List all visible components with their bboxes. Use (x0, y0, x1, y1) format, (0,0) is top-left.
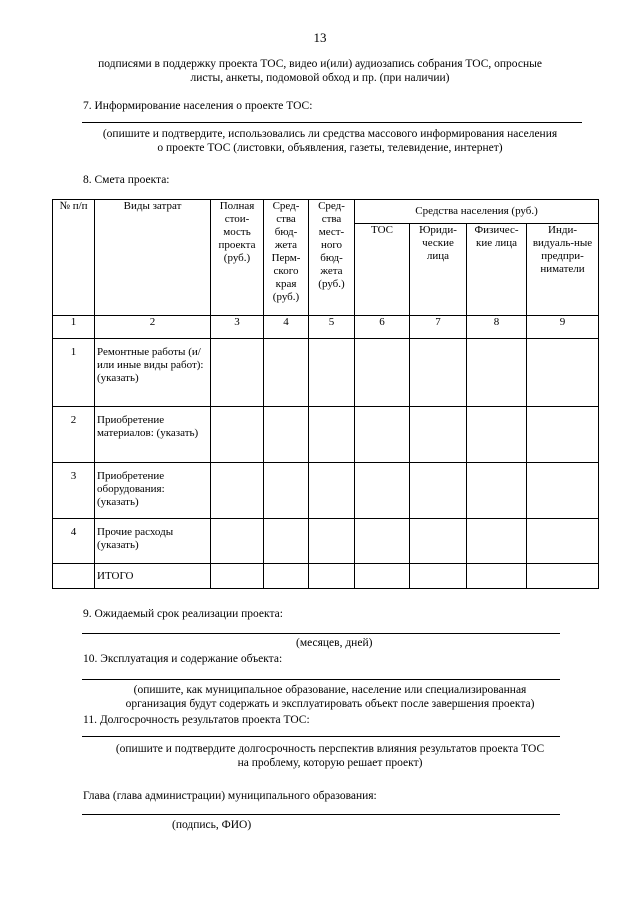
estimate-table (52, 199, 599, 589)
column-number: 5 (309, 316, 355, 339)
section7-title: 7. Информирование населения о проекте ТОС: (83, 100, 313, 112)
cell-regional[interactable] (264, 519, 309, 564)
section10-hint-line-1: (опишите, как муниципальное образование, население или специализированная (133, 684, 527, 696)
signature-title: Глава (глава администрации) муниципального образования: (83, 790, 377, 802)
header-legal: Юриди-ческие лица (410, 224, 467, 316)
row-number (53, 564, 95, 589)
cell-physical[interactable] (467, 519, 527, 564)
cell-total[interactable] (211, 463, 264, 519)
table-row (53, 463, 599, 519)
header-tos: ТОС (355, 224, 410, 316)
section9-hint: (месяцев, дней) (296, 637, 373, 649)
table-row (53, 519, 599, 564)
section8-title: 8. Смета проекта: (83, 174, 170, 186)
cell-local[interactable] (309, 463, 355, 519)
cell-total[interactable] (211, 519, 264, 564)
header-physical: Физичес-кие лица (467, 224, 527, 316)
cell-regional[interactable] (264, 407, 309, 463)
column-number-row (53, 316, 599, 339)
cell-entrepreneurs[interactable] (527, 519, 599, 564)
cell-legal[interactable] (410, 407, 467, 463)
section11-hint-line-1: (опишите и подтвердите долгосрочность перспектив влияния результатов проекта ТОС (115, 743, 545, 755)
cell-regional[interactable] (264, 339, 309, 407)
cell-tos[interactable] (355, 564, 410, 589)
section10-title: 10. Эксплуатация и содержание объекта: (83, 653, 283, 665)
section11-input-line[interactable] (82, 736, 560, 737)
cell-entrepreneurs[interactable] (527, 339, 599, 407)
intro-line-1: подписями в поддержку проекта ТОС, видео и(или) аудиозапись собрания ТОС, опросные (98, 58, 542, 70)
header-total: Полная стои-мость проекта (руб.) (211, 200, 264, 316)
section10-hint-line-2: организация будут содержать и эксплуатировать объект после завершения проекта) (125, 698, 535, 711)
section11-title: 11. Долгосрочность результатов проекта ТОС: (83, 714, 310, 726)
row-label: Приобретение оборудования: (указать) (95, 463, 211, 519)
cell-regional[interactable] (264, 564, 309, 589)
signature-hint: (подпись, ФИО) (172, 819, 252, 831)
cell-total[interactable] (211, 564, 264, 589)
section7-hint (60, 127, 600, 156)
cell-total[interactable] (211, 407, 264, 463)
cell-entrepreneurs[interactable] (527, 463, 599, 519)
intro-line-2: листы, анкеты, подомовой обход и пр. (при наличии) (190, 72, 450, 85)
row-number: 4 (53, 519, 95, 564)
cell-regional[interactable] (264, 463, 309, 519)
column-number: 3 (211, 316, 264, 339)
section9-input-line[interactable] (82, 633, 560, 634)
page-number: 13 (313, 30, 327, 45)
column-number: 2 (95, 316, 211, 339)
column-number: 6 (355, 316, 410, 339)
column-number: 7 (410, 316, 467, 339)
section11-hint (60, 742, 600, 771)
cell-local[interactable] (309, 407, 355, 463)
cell-tos[interactable] (355, 407, 410, 463)
header-regional-budget: Сред-ства бюд-жета Перм-ского края (руб.) (264, 200, 309, 316)
header-kind: Виды затрат (95, 200, 211, 316)
cell-physical[interactable] (467, 564, 527, 589)
row-number: 3 (53, 463, 95, 519)
cell-legal[interactable] (410, 463, 467, 519)
header-population-funds: Средства населения (руб.) (355, 200, 599, 224)
section7-hint-line-1: (опишите и подтвердите, использовались ли средства массового информирования населения (102, 128, 558, 140)
column-number: 1 (53, 316, 95, 339)
total-row (53, 564, 599, 589)
cell-physical[interactable] (467, 407, 527, 463)
header-local-budget: Сред-ства мест-ного бюд-жета (руб.) (309, 200, 355, 316)
header-entrepreneurs: Инди-видуаль-ные предпри-ниматели (527, 224, 599, 316)
row-number: 2 (53, 407, 95, 463)
column-number: 8 (467, 316, 527, 339)
total-label: ИТОГО (95, 564, 211, 589)
signature-input-line[interactable] (82, 814, 560, 815)
column-number: 9 (527, 316, 599, 339)
cell-total[interactable] (211, 339, 264, 407)
section7-hint-line-2: о проекте ТОС (листовки, объявления, газеты, телевидение, интернет) (157, 142, 503, 155)
section10-hint (60, 683, 600, 712)
row-label: Ремонтные работы (и/или иные виды работ): (указать) (95, 339, 211, 407)
cell-tos[interactable] (355, 339, 410, 407)
column-number: 4 (264, 316, 309, 339)
section10-input-line[interactable] (82, 679, 560, 680)
cell-entrepreneurs[interactable] (527, 407, 599, 463)
cell-physical[interactable] (467, 339, 527, 407)
row-label: Прочие расходы (указать) (95, 519, 211, 564)
row-number: 1 (53, 339, 95, 407)
cell-legal[interactable] (410, 519, 467, 564)
cell-physical[interactable] (467, 463, 527, 519)
cell-local[interactable] (309, 519, 355, 564)
row-label: Приобретение материалов: (указать) (95, 407, 211, 463)
cell-local[interactable] (309, 564, 355, 589)
header-no: № п/п (53, 200, 95, 316)
cell-legal[interactable] (410, 564, 467, 589)
section11-hint-line-2: на проблему, которую решает проект) (237, 757, 423, 770)
cell-entrepreneurs[interactable] (527, 564, 599, 589)
cell-local[interactable] (309, 339, 355, 407)
section9-title: 9. Ожидаемый срок реализации проекта: (83, 608, 283, 620)
cell-tos[interactable] (355, 463, 410, 519)
cell-tos[interactable] (355, 519, 410, 564)
intro-text (40, 57, 600, 86)
section7-input-line[interactable] (82, 122, 582, 123)
cell-legal[interactable] (410, 339, 467, 407)
table-row (53, 407, 599, 463)
table-row (53, 339, 599, 407)
